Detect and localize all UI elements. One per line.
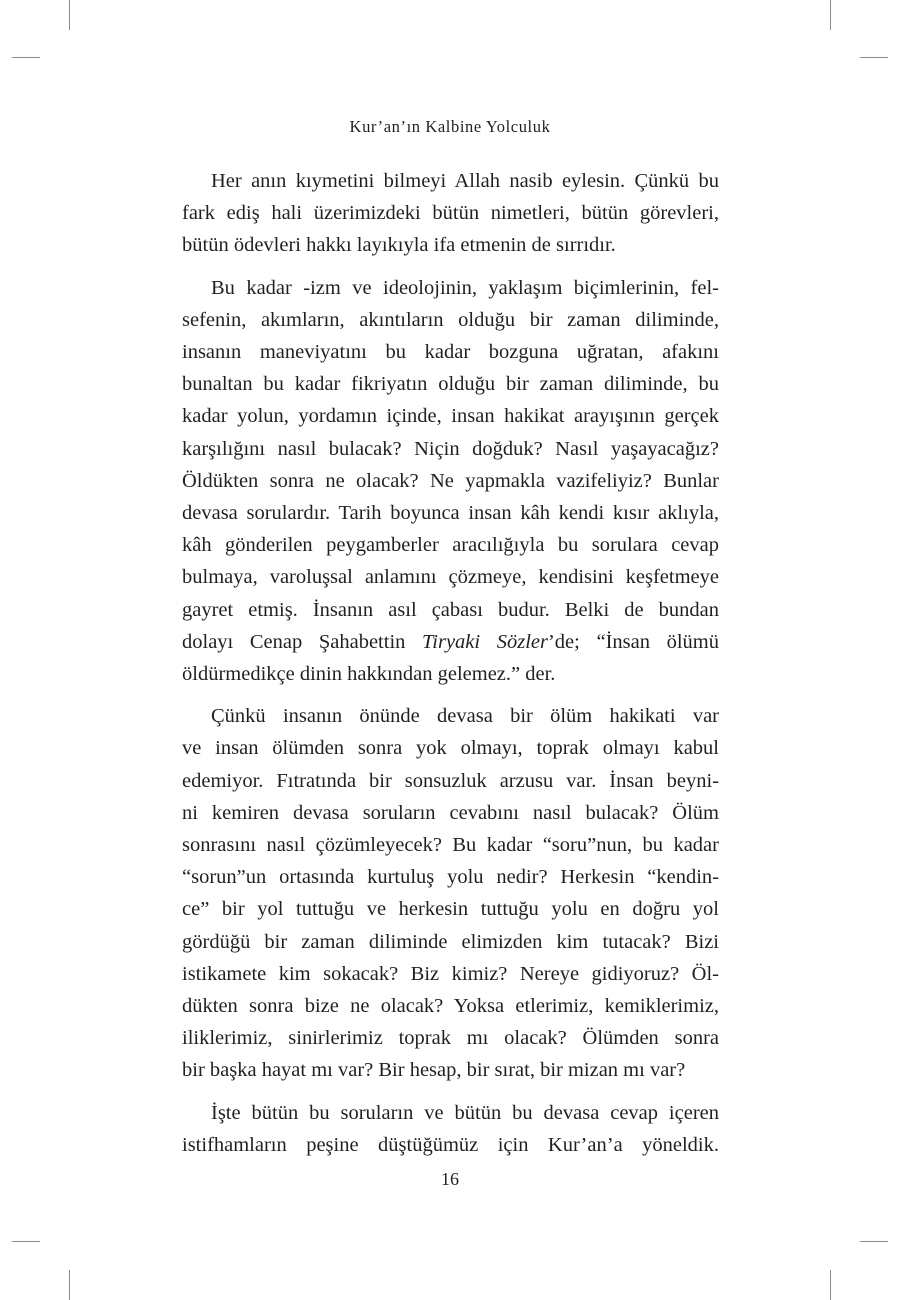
text-line: bulmaya, varoluşsal anlamını çözmeye, kendisini keşfetmeye: [182, 566, 719, 589]
text-line: dükten sonra bize ne olacak? Yoksa etlerimiz, kemiklerimiz,: [182, 995, 719, 1018]
text-line: istifhamların peşine düştüğümüz için Kur’an’a yöneldik.: [182, 1133, 719, 1156]
paragraph: [182, 1097, 719, 1161]
paragraph: [182, 165, 719, 262]
crop-mark-bottom-right-h: [860, 1241, 888, 1242]
crop-mark-bottom-right: [830, 1270, 831, 1300]
text-line: sonrasını nasıl çözümleyecek? Bu kadar “soru”nun, bu kadar: [182, 834, 719, 857]
page-number: 16: [441, 1169, 459, 1189]
crop-mark-top-left: [69, 0, 70, 30]
text-line: bunaltan bu kadar fikriyatın olduğu bir zaman diliminde, bu: [182, 373, 719, 396]
text-line: öldürmedikçe dinin hakkından gelemez.” der.: [182, 663, 556, 686]
text-line: Çünkü insanın önünde devasa bir ölüm hakikati var: [211, 705, 719, 728]
crop-mark-bottom-left: [69, 1270, 70, 1300]
text-line: ce” bir yol tuttuğu ve herkesin tuttuğu yolu en doğru yol: [182, 898, 719, 921]
text-line: gayret etmiş. İnsanın asıl çabası budur. Belki de bundan: [182, 598, 719, 621]
text-line: karşılığını nasıl bulacak? Niçin doğduk? Nasıl yaşayacağız?: [182, 437, 719, 460]
text-line: sefenin, akımların, akıntıların olduğu bir zaman diliminde,: [182, 308, 719, 331]
crop-mark-bottom-left-h: [12, 1241, 40, 1242]
text-line: istikamete kim sokacak? Biz kimiz? Nereye gidiyoruz? Öl-: [182, 962, 719, 985]
text-line: Her anın kıymetini bilmeyi Allah nasib eylesin. Çünkü bu: [211, 170, 719, 192]
crop-mark-top-left-h: [12, 57, 40, 58]
text-line: ve insan ölümden sonra yok olmayı, toprak olmayı kabul: [182, 737, 719, 760]
text-line: İşte bütün bu soruların ve bütün bu devasa cevap içeren: [211, 1101, 719, 1124]
running-head: Kur’an’ın Kalbine Yolculuk: [349, 117, 551, 136]
text-line: Öldükten sonra ne olacak? Ne yapmakla vazifeliyiz? Bunlar: [182, 469, 719, 492]
text-line: fark ediş hali üzerimizdeki bütün nimetleri, bütün görevleri,: [182, 202, 719, 225]
text-line: edemiyor. Fıtratında bir sonsuzluk arzusu var. İnsan beyni-: [182, 769, 719, 792]
paragraph: [182, 272, 719, 691]
text-line: iliklerimiz, sinirlerimiz toprak mı olacak? Ölümden sonra: [182, 1027, 719, 1050]
crop-mark-top-right-h: [860, 57, 888, 58]
text-line: gördüğü bir zaman diliminde elimizden kim tutacak? Bizi: [182, 930, 719, 953]
paragraph: [182, 700, 719, 1086]
text-line: bütün ödevleri hakkı layıkıyla ifa etmenin de sırrıdır.: [182, 234, 616, 257]
text-line: ni kemiren devasa soruların cevabını nasıl bulacak? Ölüm: [182, 801, 719, 824]
text-line: kadar yolun, yordamın içinde, insan hakikat arayışının gerçek: [182, 405, 719, 428]
body-text: [182, 165, 719, 1161]
text-line: Bu kadar -izm ve ideolojinin, yaklaşım biçimlerinin, fel-: [211, 276, 719, 299]
text-line: dolayı Cenap Şahabettin Tiryaki Sözler’de; “İnsan ölümü: [182, 630, 719, 653]
text-line: devasa sorulardır. Tarih boyunca insan kâh kendi kısır aklıyla,: [182, 502, 719, 525]
text-line: “sorun”un ortasında kurtuluş yolu nedir? Herkesin “kendin-: [182, 866, 719, 889]
crop-mark-top-right: [830, 0, 831, 30]
text-line: kâh gönderilen peygamberler aracılığıyla bu sorulara cevap: [182, 534, 719, 557]
text-line: insanın maneviyatını bu kadar bozguna uğratan, afakını: [182, 341, 719, 364]
text-line: bir başka hayat mı var? Bir hesap, bir sırat, bir mizan mı var?: [182, 1059, 686, 1082]
